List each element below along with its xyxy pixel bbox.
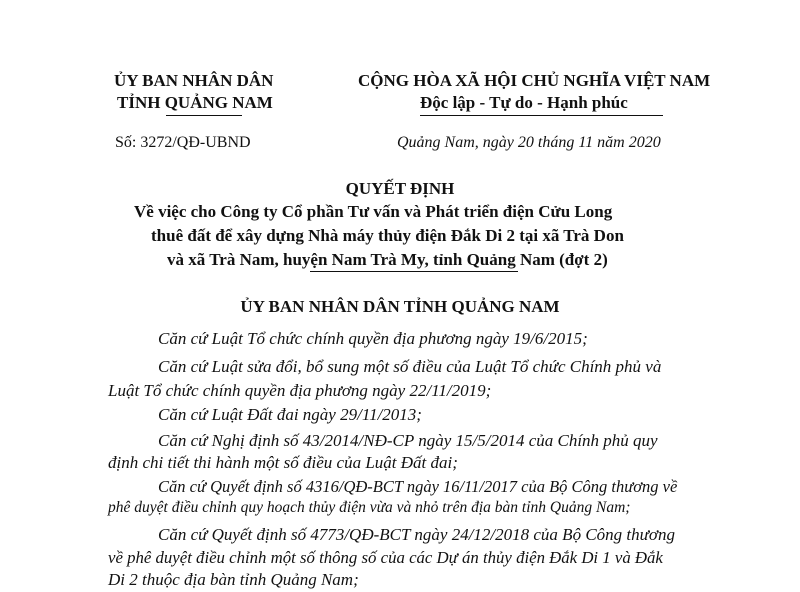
authority-heading: ỦY BAN NHÂN DÂN TỈNH QUẢNG NAM <box>240 297 560 316</box>
body-line: Căn cứ Quyết định số 4316/QĐ-BCT ngày 16/11/2017 của Bộ Công thương về <box>158 477 678 496</box>
place-date: Quảng Nam, ngày 20 tháng 11 năm 2020 <box>397 134 661 151</box>
document-number: Số: 3272/QĐ-UBND <box>115 134 251 151</box>
body-line: định chi tiết thi hành một số điều của Luật Đất đai; <box>108 453 458 472</box>
body-line: Căn cứ Quyết định số 4773/QĐ-BCT ngày 24/12/2018 của Bộ Công thương <box>158 525 675 544</box>
title-underline <box>310 271 518 272</box>
decision-subject-line2: thuê đất để xây dựng Nhà máy thủy điện Đắk Di 2 tại xã Trà Don <box>151 226 624 245</box>
issuer-line2: TỈNH QUẢNG NAM <box>117 93 273 112</box>
body-line: Căn cứ Nghị định số 43/2014/NĐ-CP ngày 15/5/2014 của Chính phủ quy <box>158 431 658 450</box>
nation-motto: Độc lập - Tự do - Hạnh phúc <box>420 93 628 112</box>
decision-title: QUYẾT ĐỊNH <box>345 179 455 198</box>
issuer-line1: ỦY BAN NHÂN DÂN <box>114 71 274 90</box>
issuer-underline <box>166 115 242 116</box>
body-line: Căn cứ Luật sửa đổi, bổ sung một số điều của Luật Tổ chức Chính phủ và <box>158 357 662 376</box>
body-line: về phê duyệt điều chỉnh một số thông số của các Dự án thủy điện Đắk Di 1 và Đắk <box>108 548 663 567</box>
decision-subject-line3: và xã Trà Nam, huyện Nam Trà My, tỉnh Quảng Nam (đợt 2) <box>167 250 608 269</box>
body-line: Luật Tổ chức chính quyền địa phương ngày 22/11/2019; <box>108 381 492 400</box>
body-line: Di 2 thuộc địa bàn tỉnh Quảng Nam; <box>108 570 359 589</box>
body-line: phê duyệt điều chỉnh quy hoạch thủy điện vừa và nhỏ trên địa bàn tỉnh Quảng Nam; <box>108 499 631 516</box>
body-line: Căn cứ Luật Tổ chức chính quyền địa phương ngày 19/6/2015; <box>158 329 588 348</box>
decision-subject-line1: Về việc cho Công ty Cổ phần Tư vấn và Phát triển điện Cửu Long <box>134 202 613 221</box>
body-line: Căn cứ Luật Đất đai ngày 29/11/2013; <box>158 405 422 424</box>
nation-title: CỘNG HÒA XÃ HỘI CHỦ NGHĨA VIỆT NAM <box>358 71 711 90</box>
motto-underline <box>420 115 663 116</box>
